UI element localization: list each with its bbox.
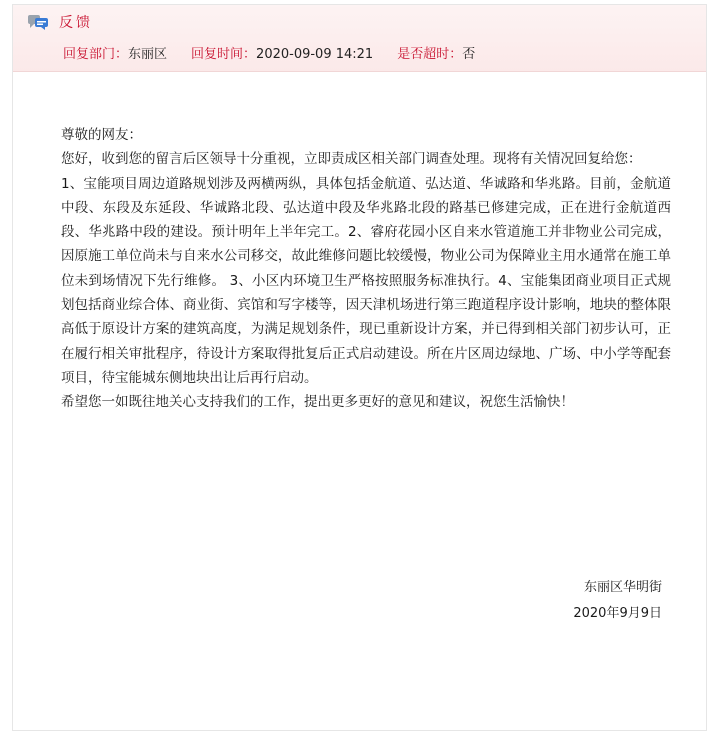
reply-meta xyxy=(63,43,499,62)
paragraph-details: 1、宝能项目周边道路规划涉及两横两纵，具体包括金航道、弘达道、华诚路和华兆路。目前，金航道中段、东段及东延段、华诚路北段、弘达道中段及华兆路北段的路基已修建完成，正在进行金航道西段、华兆路中段的建设。预计明年上半年完工。2、睿府花园小区自来水管道施工并非物业公司完成，因原施工单位尚未与自来水公司移交，故此维修问题比较缓慢，物业公司为保障业主用水通常在施工单位未到场情况下先行维修。 3、小区内环境卫生严格按照服务标准执行。4、宝能集团商业项目正式规划包括商业综合体、商业街、宾馆和写字楼等，因天津机场进行第三跑道程序设计影响，地块的整体限高低于原设计方案的建筑高度，为满足规划条件，现已重新设计方案，并已得到相关部门初步认可，正在履行相关审批程序，待设计方案取得批复后正式启动建设。所在片区周边绿地、广场、中小学等配套项目，待宝能城东侧地块出让后再行启动。 xyxy=(61,175,671,386)
greeting: 尊敬的网友： xyxy=(61,127,142,143)
time-label: 回复时间： xyxy=(191,47,257,62)
page-title: 反馈 xyxy=(59,15,93,31)
department-label: 回复部门： xyxy=(63,47,129,62)
paragraph-intro: 您好，收到您的留言后区领导十分重视，立即责成区相关部门调查处理。现将有关情况回复给您： xyxy=(61,151,642,168)
overtime-label: 是否超时： xyxy=(397,47,463,62)
signature-date: 2020年9月9日 xyxy=(573,606,662,621)
reply-content xyxy=(61,123,671,415)
overtime-value: 否 xyxy=(462,47,476,62)
signature xyxy=(573,575,662,627)
department-meta xyxy=(63,43,167,62)
signature-org: 东丽区华明街 xyxy=(583,580,662,595)
feedback-panel xyxy=(12,4,707,731)
title-row xyxy=(27,11,93,33)
chat-bubbles-icon xyxy=(27,13,49,31)
department-value: 东丽区 xyxy=(128,47,168,62)
time-meta xyxy=(191,43,373,62)
paragraph-closing: 希望您一如既往地关心支持我们的工作，提出更多更好的意见和建议，祝您生活愉快！ xyxy=(61,394,574,411)
time-value: 2020-09-09 14:21 xyxy=(256,47,374,62)
feedback-header xyxy=(13,5,706,72)
overtime-meta xyxy=(397,43,475,62)
